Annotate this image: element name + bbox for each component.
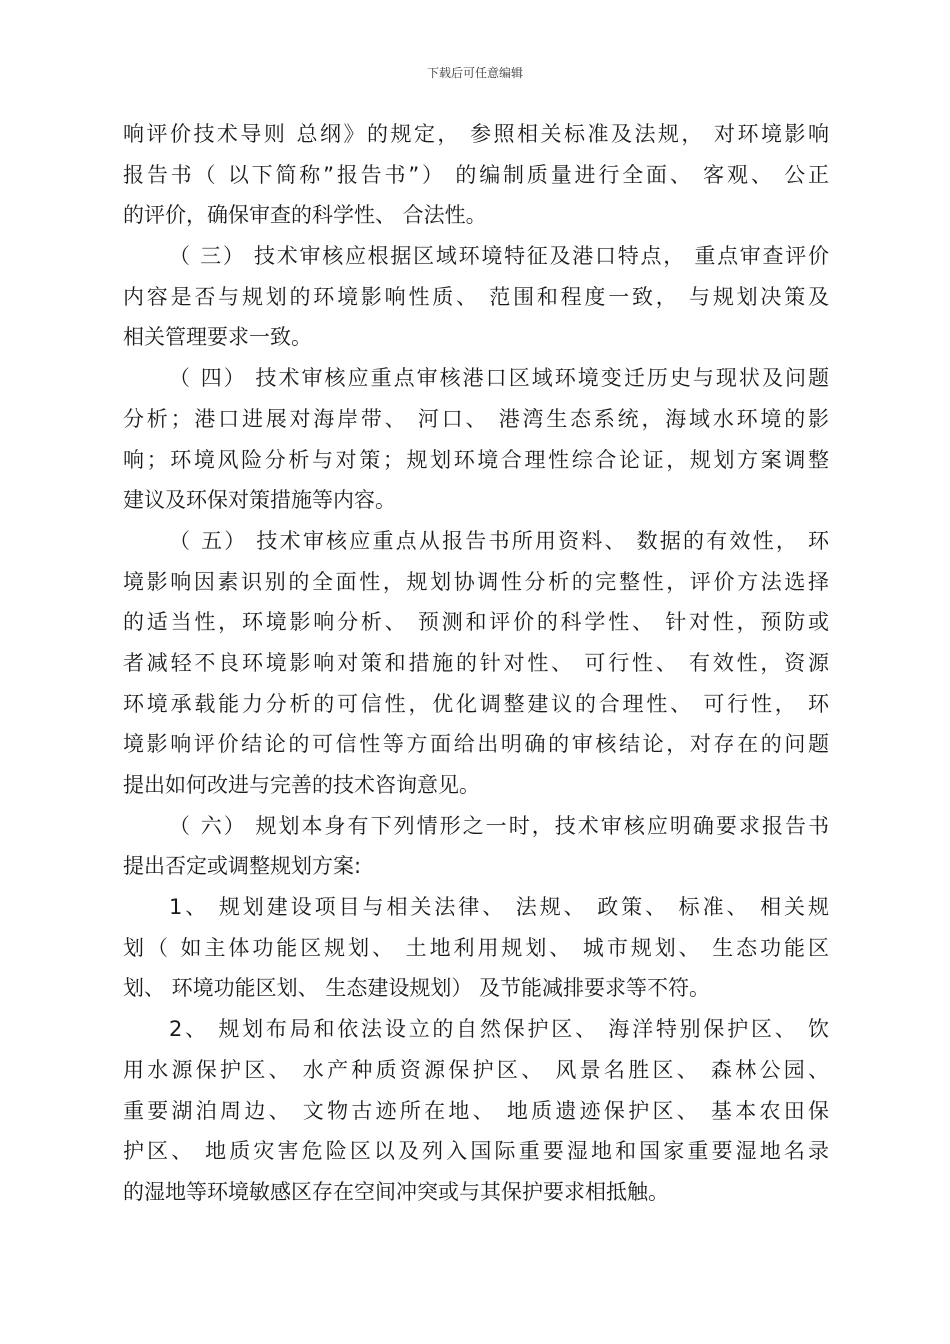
text-line: 境影响因素识别的全面性，规划协调性分析的完整性，评价方法选择 [123, 569, 829, 594]
text-line: 提出如何改进与完善的技术咨询意见。 [123, 773, 480, 797]
text-line: （ 五） 技术审核应重点从报告书所用资料、 数据的有效性， 环 [169, 528, 829, 553]
paragraph [123, 521, 829, 806]
text-line: 内容是否与规划的环境影响性质、 范围和程度一致， 与规划决策及 [123, 284, 829, 309]
text-line: 2、 规划布局和依法设立的自然保护区、 海洋特别保护区、 饮 [169, 1017, 829, 1042]
text-line: 相关管理要求一致。 [123, 325, 312, 350]
paragraph [123, 236, 829, 358]
text-line: 响；环境风险分析与对策；规划环境合理性综合论证，规划方案调整 [123, 447, 829, 472]
text-line: 提出否定或调整规划方案: [123, 854, 362, 879]
text-line: 的评价，确保审查的科学性、 合法性。 [123, 203, 487, 228]
text-line: 分析；港口进展对海岸带、 河口、 港湾生态系统，海域水环境的影 [123, 406, 829, 431]
text-line: 护区、 地质灾害危险区以及列入国际重要湿地和国家重要湿地名录 [123, 1139, 829, 1164]
text-line: 1、 规划建设项目与相关法律、 法规、 政策、 标准、 相关规 [169, 895, 829, 920]
page-header: 下载后可任意编辑 [426, 66, 523, 80]
text-line: 报告书（ 以下简称”报告书”） 的编制质量进行全面、 客观、 公正 [123, 162, 829, 187]
paragraph [123, 358, 829, 521]
text-line: 的湿地等环境敏感区存在空间冲突或与其保护要求相抵触。 [123, 1179, 669, 1204]
document-body [123, 114, 829, 1213]
text-line: 环境承载能力分析的可信性，优化调整建议的合理性、 可行性， 环 [123, 691, 829, 716]
paragraph [123, 806, 829, 887]
text-line: （ 六） 规划本身有下列情形之一时，技术审核应明确要求报告书 [169, 813, 829, 838]
paragraph [123, 1009, 829, 1212]
text-line: （ 四） 技术审核应重点审核港口区域环境变迁历史与现状及问题 [169, 366, 829, 391]
paragraph [123, 887, 829, 1009]
paragraph [123, 114, 829, 236]
text-line: 者减轻不良环境影响对策和措施的针对性、 可行性、 有效性，资源 [123, 650, 829, 675]
text-line: （ 三） 技术审核应根据区域环境特征及港口特点， 重点审查评价 [169, 244, 829, 269]
text-line: 划、 环境功能区划、 生态建设规划） 及节能减排要求等不符。 [123, 976, 711, 1001]
text-line: 响评价技术导则 总纲》的规定， 参照相关标准及法规， 对环境影响 [123, 122, 829, 146]
text-line: 的适当性，环境影响分析、 预测和评价的科学性、 针对性，预防或 [123, 610, 829, 635]
text-line: 重要湖泊周边、 文物古迹所在地、 地质遗迹保护区、 基本农田保 [123, 1098, 829, 1123]
text-line: 境影响评价结论的可信性等方面给出明确的审核结论，对存在的问题 [123, 732, 829, 757]
text-line: 建议及环保对策措施等内容。 [123, 488, 396, 513]
text-line: 用水源保护区、 水产种质资源保护区、 风景名胜区、 森林公园、 [123, 1057, 829, 1082]
text-line: 划（ 如主体功能区规划、 土地利用规划、 城市规划、 生态功能区 [123, 935, 829, 960]
